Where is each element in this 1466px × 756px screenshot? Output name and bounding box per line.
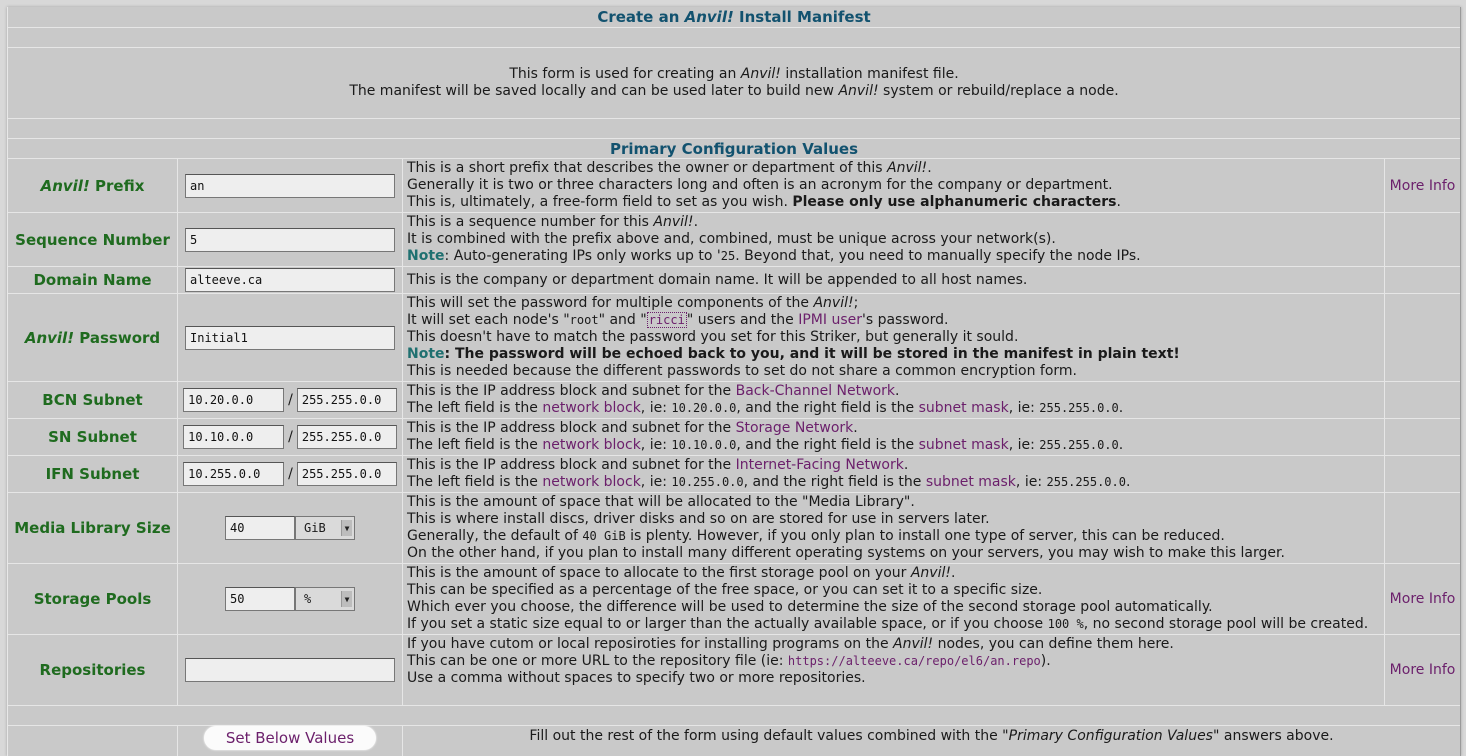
storage-more-info-cell — [1385, 564, 1460, 634]
ifn-cell — [178, 456, 403, 492]
spacer-row — [8, 706, 1460, 726]
domain-extra-cell — [1385, 267, 1460, 293]
password-description: This will set the password for multiple components of the Anvil!; It will set each node's "root" and " ricci " users and the IPMI user's password. This doesn't have to match the password you set for this Striker, but generally it sould. Note: The password will be echoed back to you, and it will be stored in the manifest in plain text! This is needed because the different passwords to set do not share a common encryption form. — [403, 294, 1385, 381]
chevron-down-icon: ▼ — [341, 520, 352, 536]
sequence-label: Sequence Number — [8, 213, 178, 266]
sequence-extra-cell — [1385, 213, 1460, 266]
bcn-network-input[interactable] — [183, 388, 284, 412]
ifn-network-input[interactable] — [183, 462, 284, 486]
domain-input[interactable] — [185, 268, 395, 292]
row-bcn-subnet — [8, 382, 1460, 419]
repo-url-example: https://alteeve.ca/repo/el6/an.repo — [787, 654, 1041, 668]
sn-network-input[interactable] — [183, 425, 284, 449]
media-label: Media Library Size — [8, 493, 178, 563]
media-unit-select[interactable]: GiB ▼ — [295, 516, 355, 540]
media-cell — [178, 493, 403, 563]
prefix-more-info-cell — [1385, 159, 1460, 212]
domain-label: Domain Name — [8, 267, 178, 293]
sequence-description: This is a sequence number for this Anvil!. It is combined with the prefix above and, combined, must be unique across your network(s). Note: Auto-generating IPs only works up to '25. Beyond that, you need to manually specify the node IPs. — [403, 213, 1385, 266]
sn-cell — [178, 419, 403, 455]
repos-description: If you have cutom or local reposiroties for installing programs on the Anvil! nodes, you can define them here. This can be one or more URL to the repository file (ie: https://alteeve.ca/repo/el6/an.repo). Use a comma without spaces to specify two or more repositories. — [403, 635, 1385, 705]
bcn-label: BCN Subnet — [8, 382, 178, 418]
prefix-cell — [178, 159, 403, 212]
domain-cell — [178, 267, 403, 293]
prefix-more-info-link[interactable]: More Info — [1389, 177, 1456, 194]
footer-empty-cell — [8, 726, 178, 756]
network-block-link[interactable]: network block — [542, 437, 641, 453]
bcn-extra-cell — [1385, 382, 1460, 418]
network-block-link[interactable]: network block — [542, 474, 641, 490]
domain-description: This is the company or department domain name. It will be appended to all host names. — [403, 267, 1385, 293]
ifn-extra-cell — [1385, 456, 1460, 492]
prefix-input[interactable] — [185, 174, 395, 198]
bcn-cell — [178, 382, 403, 418]
page-title: Create an Anvil! Install Manifest — [8, 7, 1460, 28]
sequence-cell — [178, 213, 403, 266]
row-repositories — [8, 635, 1460, 706]
row-sequence — [8, 213, 1460, 267]
slash-separator: / — [288, 392, 293, 408]
storage-more-info-link[interactable]: More Info — [1389, 591, 1456, 607]
row-password — [8, 294, 1460, 382]
ipmi-user-link[interactable]: IPMI user — [798, 312, 862, 328]
chevron-down-icon: ▼ — [341, 591, 352, 607]
bcn-mask-input[interactable] — [297, 388, 397, 412]
row-domain — [8, 267, 1460, 294]
repos-input[interactable] — [185, 658, 395, 682]
bcn-description: This is the IP address block and subnet for the Back-Channel Network. The left field is the network block, ie: 10.20.0.0, and the right field is the subnet mask, ie: 255.255.0.0. — [403, 382, 1385, 418]
storage-label: Storage Pools — [8, 564, 178, 634]
ifn-link[interactable]: Internet-Facing Network — [735, 457, 904, 473]
subnet-mask-link[interactable]: subnet mask — [918, 400, 1009, 416]
subnet-mask-link[interactable]: subnet mask — [925, 474, 1016, 490]
footer-button-cell — [178, 726, 403, 756]
row-sn-subnet — [8, 419, 1460, 456]
bcn-link[interactable]: Back-Channel Network — [735, 383, 896, 399]
password-extra-cell — [1385, 294, 1460, 381]
ricci-term[interactable]: ricci — [648, 313, 685, 327]
ifn-description: This is the IP address block and subnet for the Internet-Facing Network. The left field is the network block, ie: 10.255.0.0, and the right field is the subnet mask, ie: 255.255.0.0. — [403, 456, 1385, 492]
storage-cell — [178, 564, 403, 634]
media-description: This is the amount of space that will be allocated to the "Media Library". This is where install discs, driver disks and so on are stored for use in servers later. Generally, the default of 40 GiB is plenty. However, if you only plan to install one type of server, this can be reduced. On the other hand, if you plan to install many different operating systems on your servers, you may wish to make this larger. — [403, 493, 1385, 563]
network-block-link[interactable]: network block — [542, 400, 641, 416]
ifn-label: IFN Subnet — [8, 456, 178, 492]
spacer-row — [8, 28, 1460, 48]
repos-label: Repositories — [8, 635, 178, 705]
password-cell — [178, 294, 403, 381]
prefix-label: Anvil! Prefix — [8, 159, 178, 212]
sn-extra-cell — [1385, 419, 1460, 455]
spacer-row — [8, 119, 1460, 139]
row-set-values — [8, 726, 1460, 756]
prefix-description: This is a short prefix that describes the owner or department of this Anvil!. Generally it is two or three characters long and often is an acronym for the company or department. This is, ultimately, a free-form field to set as you wish. Please only use alphanumeric characters. — [403, 159, 1385, 212]
sn-link[interactable]: Storage Network — [735, 420, 854, 436]
slash-separator: / — [288, 466, 293, 482]
storage-size-input[interactable] — [225, 587, 295, 611]
media-size-input[interactable] — [225, 516, 295, 540]
repos-cell — [178, 635, 403, 705]
sn-description: This is the IP address block and subnet for the Storage Network. The left field is the network block, ie: 10.10.0.0, and the right field is the subnet mask, ie: 255.255.0.0. — [403, 419, 1385, 455]
storage-unit-select[interactable]: % ▼ — [295, 587, 355, 611]
footer-description: Fill out the rest of the form using default values combined with the "Primary Configuration Values" answers above. — [529, 728, 1334, 744]
password-label: Anvil! Password — [8, 294, 178, 381]
sequence-input[interactable] — [185, 228, 395, 252]
row-prefix — [8, 159, 1460, 213]
subnet-mask-link[interactable]: subnet mask — [918, 437, 1009, 453]
password-input[interactable] — [185, 326, 395, 350]
repos-more-info-link[interactable]: More Info — [1389, 662, 1456, 678]
row-media-library — [8, 493, 1460, 564]
manifest-form — [7, 7, 1461, 756]
repos-more-info-cell — [1385, 635, 1460, 705]
sn-mask-input[interactable] — [297, 425, 397, 449]
intro-line-2: The manifest will be saved locally and can be used later to build new Anvil! system or rebuild/replace a node. — [349, 83, 1119, 99]
ifn-mask-input[interactable] — [297, 462, 397, 486]
storage-description: This is the amount of space to allocate to the first storage pool on your Anvil!. This can be specified as a percentage of the free space, or you can set it to a specific size. Which ever you choose, the difference will be used to determine the size of the second storage pool automatically. If you set a static size equal to or larger than the actually available space, or if you choose 100 %, no second storage pool will be created. — [403, 564, 1385, 634]
row-storage-pools — [8, 564, 1460, 635]
media-extra-cell — [1385, 493, 1460, 563]
intro-text — [8, 48, 1460, 119]
section-title: Primary Configuration Values — [8, 139, 1460, 159]
intro-line-1: This form is used for creating an Anvil! installation manifest file. — [509, 66, 959, 82]
slash-separator: / — [288, 429, 293, 445]
set-below-values-button[interactable]: Set Below Values — [204, 726, 376, 750]
row-ifn-subnet — [8, 456, 1460, 493]
sn-label: SN Subnet — [8, 419, 178, 455]
